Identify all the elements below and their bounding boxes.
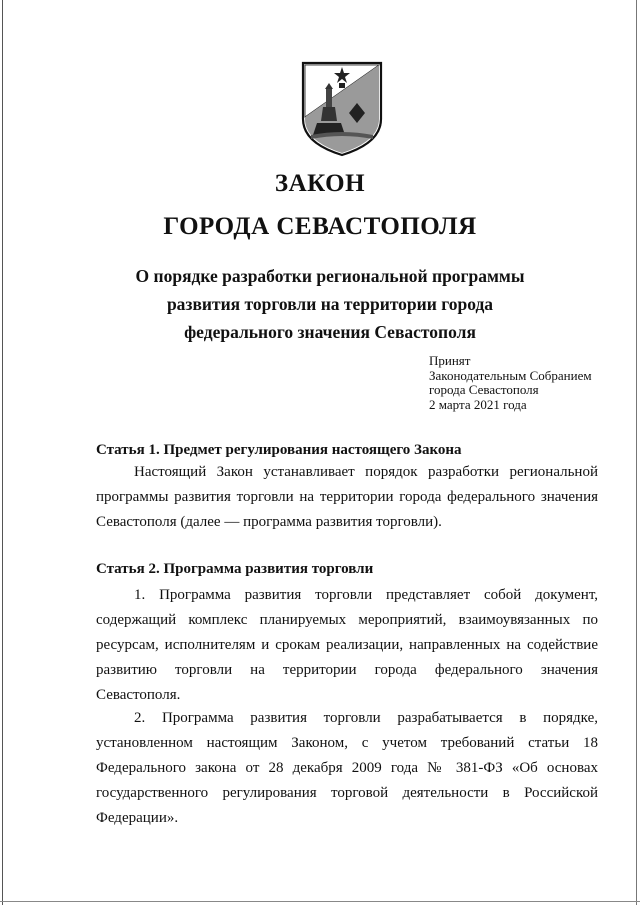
paragraph-line: Севастополя. (96, 687, 181, 703)
page-edge-right (636, 0, 637, 905)
adoption-line: Законодательным Собранием (429, 367, 592, 383)
article-2-heading: Статья 2. Программа развития торговли (96, 561, 374, 577)
subtitle-line: развития торговли на территории города (166, 294, 494, 314)
paragraph-line: Настоящий Закон устанавливает порядок разработки региональной (134, 464, 598, 480)
paragraph-line: 1. Программа развития торговли представляет собой документ, (134, 587, 598, 603)
page-edge-bottom (0, 901, 640, 902)
adoption-date: 2 марта 2021 года (429, 396, 527, 412)
document-title: ЗАКОН (274, 170, 366, 197)
adoption-note (429, 354, 592, 412)
coat-of-arms-icon (301, 61, 383, 157)
page-edge-left (2, 0, 3, 905)
article-1-heading: Статья 1. Предмет регулирования настоящего Закона (96, 442, 462, 458)
document-title-city: ГОРОДА СЕВАСТОПОЛЯ (163, 213, 477, 240)
paragraph-line: ресурсам, исполнителям и срокам реализации, направленных на содействие (96, 637, 598, 653)
article-2-paragraph-2 (96, 706, 598, 831)
subtitle-line: федерального значения Севастополя (184, 322, 476, 342)
article-1-text (96, 460, 598, 535)
paragraph-line: Севастополя (далее — программа развития торговли). (96, 514, 442, 530)
paragraph-line: установленном настоящим Законом, с учетом требований статьи 18 (96, 735, 598, 751)
adoption-line: Принят (429, 353, 471, 368)
paragraph-line: содержащий комплекс планируемых мероприятий, взаимоувязанных по (96, 612, 598, 628)
article-2-paragraph-1 (96, 583, 598, 708)
paragraph-line: Федерального закона от 28 декабря 2009 года № 381-ФЗ «Об основах (96, 760, 598, 776)
paragraph-line: государственного регулирования торговой деятельности в Российской (96, 785, 598, 801)
adoption-line: города Севастополя (429, 382, 539, 397)
paragraph-line: 2. Программа развития торговли разрабатывается в порядке, (134, 710, 598, 726)
subtitle-line: О порядке разработки региональной программы (135, 266, 525, 286)
law-subtitle (120, 262, 540, 346)
paragraph-line: развитию торговли на территории города федерального значения (96, 662, 598, 678)
paragraph-line: программы развития торговли на территории города федерального значения (96, 489, 598, 505)
paragraph-line: Федерации». (96, 810, 179, 826)
